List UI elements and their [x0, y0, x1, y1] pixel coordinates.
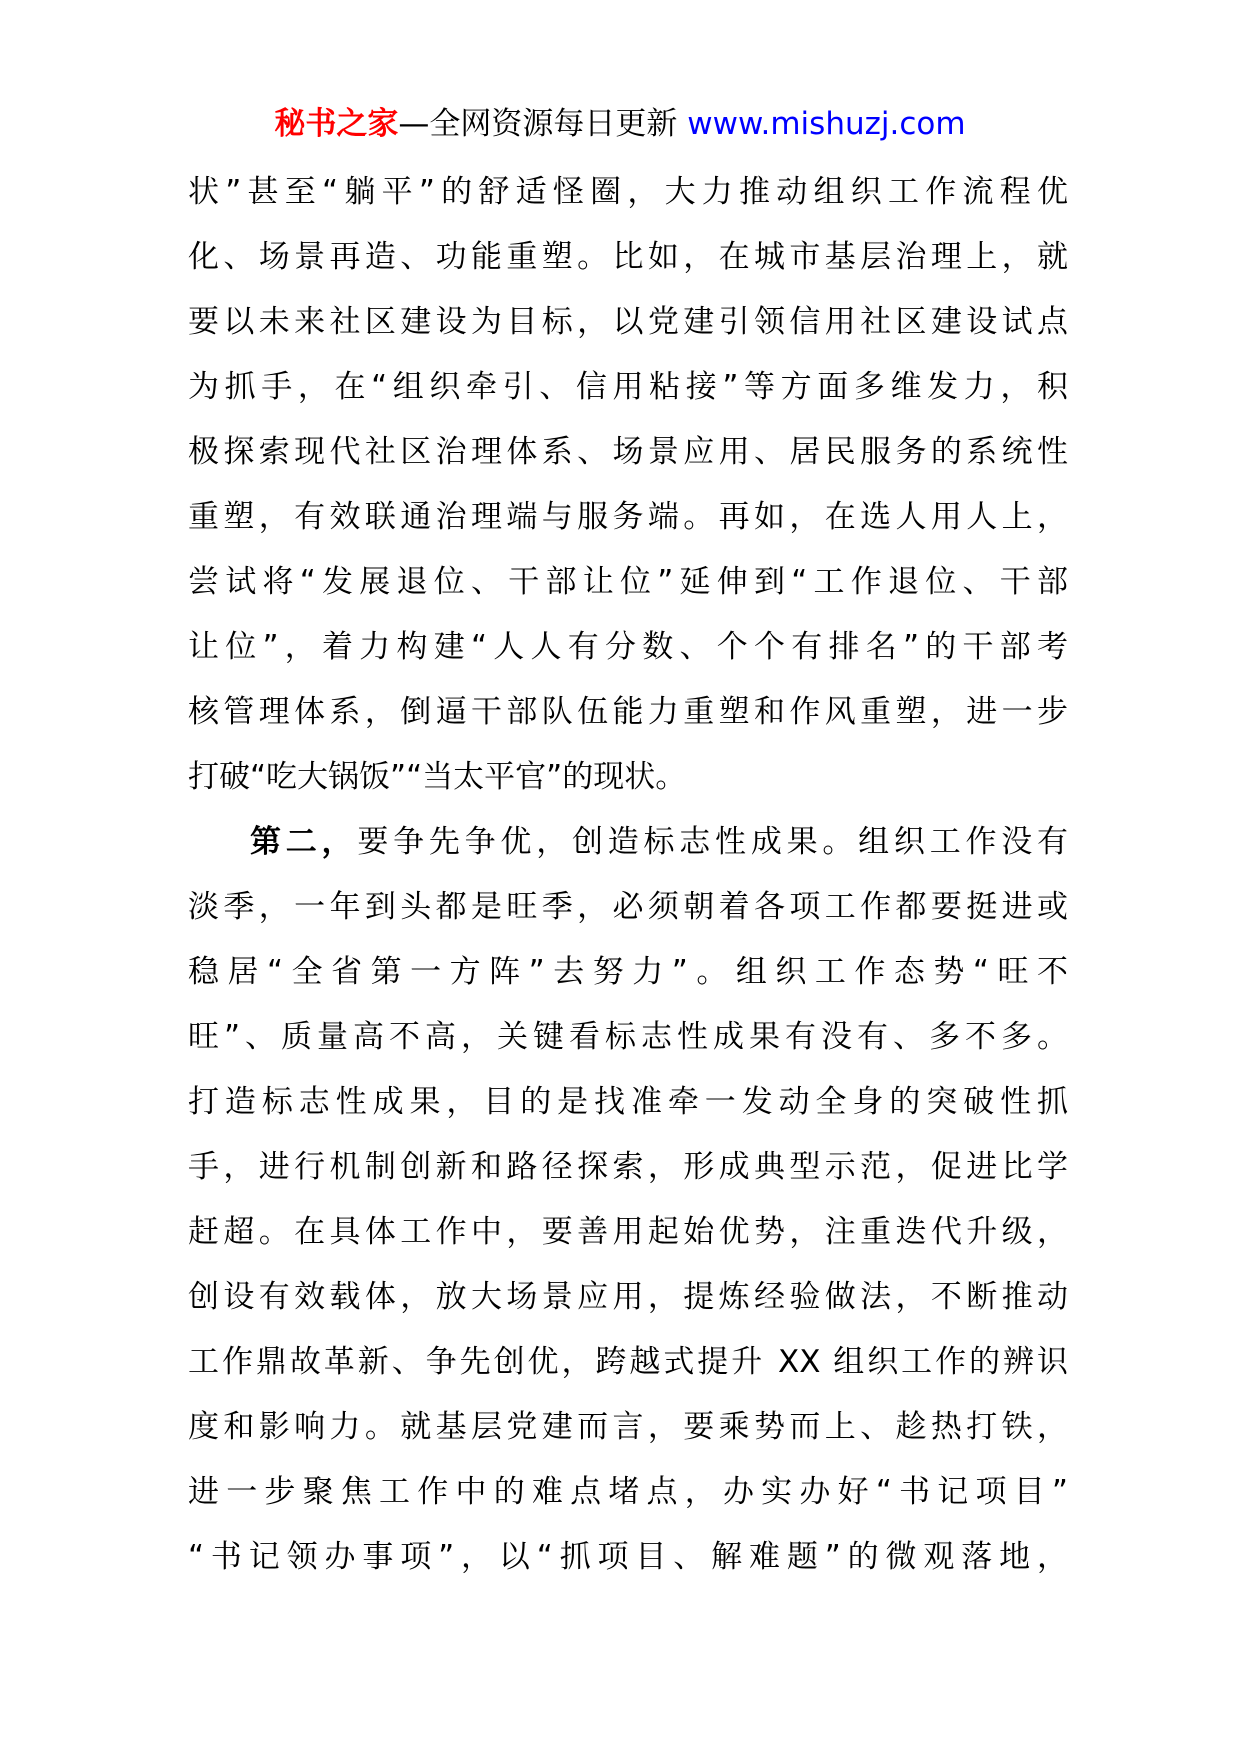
text-line: 稳居“全省第一方阵”去努力”。组织工作态势“旺不	[188, 954, 1068, 990]
text-line-first	[188, 810, 1068, 875]
text-line: 极探索现代社区治理体系、场景应用、居民服务的系统性	[188, 434, 1068, 470]
site-brand: 秘书之家	[274, 106, 399, 142]
text-line: “书记领办事项”，以“抓项目、解难题”的微观落地，	[188, 1539, 1068, 1575]
paragraph-1	[188, 160, 1068, 810]
site-slogan: —全网资源每日更新	[398, 106, 678, 142]
text-line: 核管理体系，倒逼干部队伍能力重塑和作风重塑，进一步	[188, 694, 1068, 730]
text-line: 度和影响力。就基层党建而言，要乘势而上、趁热打铁，	[188, 1409, 1068, 1445]
text-line: 打造标志性成果，目的是找准牵一发动全身的突破性抓	[188, 1084, 1068, 1120]
paragraph-lead-rest: 要争先争优，创造标志性成果。组织工作没有	[357, 824, 1069, 860]
text-line: 进一步聚焦工作中的难点堵点，办实办好“书记项目”	[188, 1474, 1068, 1510]
text-line: 化、场景再造、功能重塑。比如，在城市基层治理上，就	[188, 239, 1068, 275]
text-line: 为抓手，在“组织牵引、信用粘接”等方面多维发力，积	[188, 369, 1068, 405]
paragraph-2	[188, 810, 1068, 1590]
text-line: 工作鼎故革新、争先创优，跨越式提升 XX 组织工作的辨识	[188, 1344, 1068, 1380]
text-line: 状”甚至“躺平”的舒适怪圈，大力推动组织工作流程优	[188, 174, 1068, 210]
text-line: 淡季，一年到头都是旺季，必须朝着各项工作都要挺进或	[188, 889, 1068, 925]
text-line: 打破“吃大锅饭”“当太平官”的现状。	[188, 759, 687, 795]
site-header	[0, 100, 1240, 148]
text-line: 让位”，着力构建“人人有分数、个个有排名”的干部考	[188, 629, 1068, 665]
text-line: 重塑，有效联通治理端与服务端。再如，在选人用人上，	[188, 499, 1068, 535]
text-line: 旺”、质量高不高，关键看标志性成果有没有、多不多。	[188, 1019, 1068, 1055]
site-url-link[interactable]: www.mishuzj.com	[687, 106, 966, 142]
text-line: 赶超。在具体工作中，要善用起始优势，注重迭代升级，	[188, 1214, 1068, 1250]
document-body	[188, 160, 1068, 1590]
text-line: 创设有效载体，放大场景应用，提炼经验做法，不断推动	[188, 1279, 1068, 1315]
text-line: 要以未来社区建设为目标，以党建引领信用社区建设试点	[188, 304, 1068, 340]
text-line: 尝试将“发展退位、干部让位”延伸到“工作退位、干部	[188, 564, 1068, 600]
paragraph-lead: 第二，	[250, 824, 358, 860]
text-line: 手，进行机制创新和路径探索，形成典型示范，促进比学	[188, 1149, 1068, 1185]
